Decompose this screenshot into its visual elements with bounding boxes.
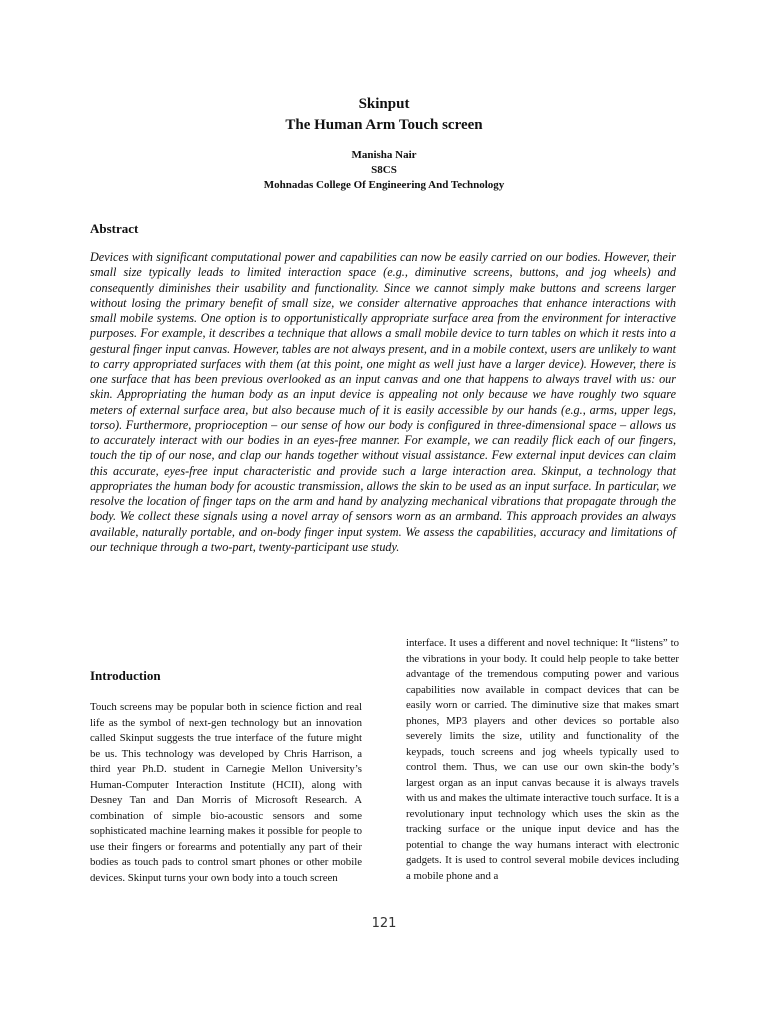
page-number: 121 [371, 916, 397, 931]
author-block [0, 148, 768, 193]
introduction-left-text: Touch screens may be popular both in science fiction and real life as the symbol of next-gen technology but an innovation called Skinput suggests the true interface of the future might be us. This technology was developed by Chris Harrison, a third year Ph.D. student in Carnegie Mellon University’s Human-Computer Interaction Institute (HCII), along with Desney Tan and Dan Morris of Microsoft Research. A combination of simple bio-acoustic sensors and some sophisticated machine learning makes it possible for people to use their fingers or forearms and potentially any part of their bodies as touch pads to control smart phones or other mobile devices. Skinput turns your own body into a touch screen [90, 701, 362, 884]
title-block [0, 94, 768, 136]
author-institution: Mohnadas College Of Engineering And Technology [263, 179, 505, 191]
left-column [90, 668, 362, 886]
introduction-heading: Introduction [90, 668, 161, 683]
abstract-heading: Abstract [90, 221, 139, 236]
paper-title: Skinput [358, 96, 410, 112]
author-name: Manisha Nair [351, 149, 417, 161]
author-class: S8CS [371, 164, 397, 176]
right-column [406, 636, 679, 884]
abstract-body: Devices with significant computational power and capabilities can now be easily carried on our bodies. However, their small size typically leads to limited interaction space (e.g., diminutive screens, buttons, and jog wheels) and consequently diminishes their usability and functionality. Since we cannot simply make buttons and screens larger without losing the primary benefit of small size, we consider alternative approaches that enhance interactions with small mobile systems. One option is to opportunistically appropriate surface area from the environment for interactive purposes. For example, it describes a technique that allows a small mobile device to turn tables on which it rests into a gestural finger input canvas. However, tables are not always present, and in a mobile context, users are unlikely to want to carry appropriated surfaces with them (at this point, one might as well just have a larger device). However, there is one surface that has been previous overlooked as an input canvas and one that happens to always travel with us: our skin. Appropriating the human body as an input device is appealing not only because we have roughly two square meters of external surface area, but also because much of it is easily accessible by our hands (e.g., arms, upper legs, torso). Furthermore, proprioception – our sense of how our body is configured in three-dimensional space – allows us to accurately interact with our bodies in an eyes-free manner. For example, we can readily flick each of our fingers, touch the tip of our nose, and clap our hands together without visual assistance. Few external input devices can claim this accurate, eyes-free input characteristic and provide such a large interaction area. Skinput, a technology that appropriates the human body for acoustic transmission, allows the skin to be used as an input surface. In particular, we resolve the location of finger taps on the arm and hand by analyzing mechanical vibrations that propagate through the body. We collect these signals using a novel array of sensors worn as an armband. This approach provides an always available, naturally portable, and on-body finger input system. We assess the capabilities, accuracy and limitations of our technique through a two-part, twenty-participant use study. [90, 250, 676, 554]
introduction-right-text: interface. It uses a different and novel technique: It “listens” to the vibrations in your body. It could help people to take better advantage of the tremendous computing power and various capabilities now available in compact devices that can be easily worn or carried. The diminutive size that makes smart phones, MP3 players and other devices so portable also severely limits the size, utility and functionality of the keypads, touch screens and jog wheels typically used to control them. Thus, we can use our own skin-the body’s largest organ as an input canvas because it is always travels with us and makes the ultimate interactive touch surface. It is a revolutionary input technology which uses the skin as the tracking surface or the unique input device and has the potential to change the way humans interact with electronic gadgets. It is used to control several mobile devices including a mobile phone and a [406, 637, 679, 882]
paper-subtitle: The Human Arm Touch screen [285, 117, 483, 133]
